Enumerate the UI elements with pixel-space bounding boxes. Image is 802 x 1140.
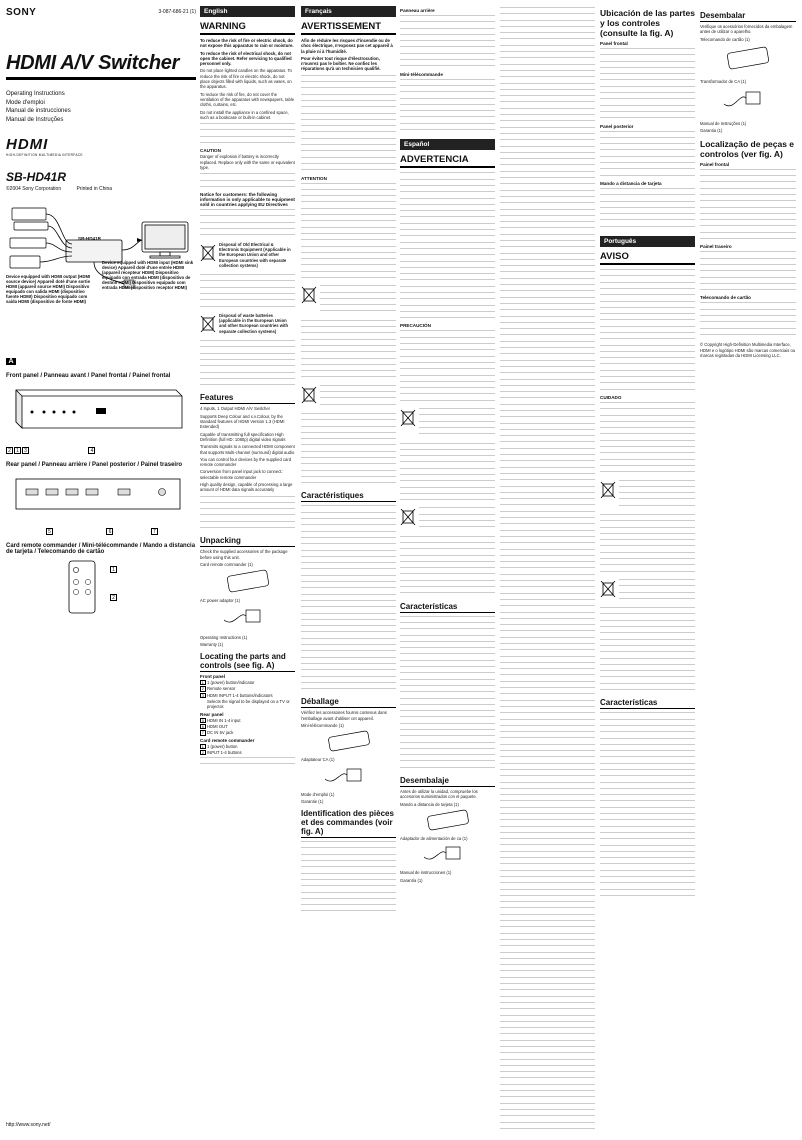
warning-text: Pour éviter tout risque d'électrocution, n'ouvrez pas le boîtier. Ne confiez les réparations qu'à un technicien qualifié. xyxy=(301,55,381,72)
section-heading: AVERTISSEMENT xyxy=(301,21,396,35)
manual-list xyxy=(6,90,196,124)
source-device-label: Device equipped with HDMI output (HDMI source device) Appareil doté d'une sortie HDMI (appareil source HDMI) Dispositivo equipado con salida HDMI (dispositivo fuente HDMI) Dispositivo equipado com saída HDMI (dispositivo de fonte HDMI) xyxy=(6,274,91,304)
accessory-item: Card remote commander (1) xyxy=(200,561,253,567)
desembalar-text: Verifique os acessórios fornecidos da embalagem antes de utilizar o aparelho. xyxy=(700,24,793,35)
copyright: ©2004 Sony Corporation xyxy=(6,186,62,192)
product-title: HDMI A/V Switcher xyxy=(6,52,180,74)
desembalar-heading: Desembalar xyxy=(700,11,796,22)
language-header: Español xyxy=(400,139,495,150)
features-heading: Features xyxy=(200,393,295,404)
crossed-bin-icon xyxy=(400,506,416,526)
feature-item: Transmits signals to a connected HDMI component that supports Multi-channel (surround) digital audio xyxy=(200,444,295,455)
callout: 6 xyxy=(106,528,113,535)
crossed-bin-icon xyxy=(301,284,317,304)
feature-item: 4 Inputs, 1 Output HDMI A/V Switcher xyxy=(200,406,271,412)
feature-item: Conversion from panel input jack to connect: selectable remote commander xyxy=(200,469,283,480)
rear-callouts xyxy=(6,520,196,538)
ac-adaptor-illustration xyxy=(220,606,280,630)
accessory-item: Warranty (1) xyxy=(200,641,224,647)
part-item: 6 HDMI OUT xyxy=(201,723,228,729)
ac-adaptor-illustration xyxy=(720,86,780,116)
part-item: 2 Remote sensor xyxy=(201,686,236,692)
accessory-item: Mini-télécommande (1) xyxy=(301,722,344,728)
unpacking-text: Check the supplied accessories of the package before using this unit. xyxy=(200,549,288,560)
feature-item: You can control four devices by the supplied card remote commander xyxy=(200,456,292,468)
accessory-item: Operating Instructions (1) xyxy=(200,634,248,640)
connection-diagram xyxy=(6,200,196,350)
cuidado-heading: CUIDADO xyxy=(600,394,622,400)
battery-notice xyxy=(200,313,295,336)
crossed-bin-icon xyxy=(600,479,616,499)
callout: 3 xyxy=(22,447,29,454)
battery-notice xyxy=(301,384,396,409)
feature-item: Supports Deep Colour and x.v.Colour, by the standard features of HDMI Version 1.3 (HDMI Extended) xyxy=(200,413,285,430)
caracteristicas-heading: Características xyxy=(400,602,495,613)
locating-heading: Locating the parts and controls (see fig. A) xyxy=(200,652,295,672)
weee-notice xyxy=(400,407,495,438)
accessory-item: Garantia (1) xyxy=(700,128,723,134)
battery-notice xyxy=(400,506,495,531)
card-remote-illustration xyxy=(720,44,780,74)
remote-figure xyxy=(6,558,196,618)
front-panel-illustration xyxy=(6,382,186,442)
weee-notice xyxy=(200,242,295,270)
subheading: Painel frontal xyxy=(700,161,730,167)
trademark-text: © Copyright High-Definition Multimedia Interface, HDMI e o logótipo HDMI são marcas comerciais ou marcas registadas da HDMI Licensing LLC. xyxy=(700,342,796,358)
identification-heading: Identification des pièces et des commandes (voir fig. A) xyxy=(301,809,396,838)
callout: 2 xyxy=(110,594,117,601)
english-column xyxy=(200,6,295,1132)
unpacking-heading: Unpacking xyxy=(200,536,295,547)
feature-item: Capable of transmitting full specification High Definition (full HD: 1080p) digital video signals xyxy=(200,431,286,442)
callout: 5 xyxy=(46,528,53,535)
manual-title: Manual de instrucciones xyxy=(6,108,71,114)
figure-section-label: A xyxy=(6,358,16,365)
crossed-bin-icon xyxy=(200,313,216,333)
section-heading: WARNING xyxy=(200,21,295,35)
part-item: 7 DC IN 5V jack xyxy=(201,730,234,736)
language-header: Português xyxy=(600,236,695,247)
remote-title: Card remote commander / Mini-télécommande / Mando a distancia de tarjeta / Telecomando de cartão xyxy=(6,543,196,555)
weee-notice xyxy=(301,284,396,315)
ac-adaptor-illustration xyxy=(321,765,381,787)
french-column xyxy=(301,6,396,1132)
portuguese-column xyxy=(600,6,695,1132)
feature-item: High quality design, capable of processing a large amount of HDMI data signals accurately xyxy=(200,482,293,493)
battery-text: Disposal of waste batteries (applicable in the European Union and other European countries with separate collection systems) xyxy=(219,312,289,334)
subheading: Panel posterior xyxy=(600,123,634,129)
part-item: 1 1 (power) button xyxy=(201,743,238,749)
section-heading: ADVERTENCIA xyxy=(400,154,495,168)
part-number: 3-087-686-21 (1) xyxy=(158,9,196,15)
weee-notice xyxy=(600,479,695,510)
weee-text: Disposal of Old Electrical & Electronic Equipment (Applicable in the European Union and other European countries with separate collection systems) xyxy=(219,241,291,268)
accessory-item: Manual de Instruções (1) xyxy=(700,121,747,127)
accessory-item: Adaptateur CA (1) xyxy=(301,757,335,763)
warning-text: Afin de réduire les risques d'incendie ou de choc électrique, n'exposez pas cet appareil à la pluie ni à l'humidité. xyxy=(301,38,393,54)
warning-text: To reduce the risk of electrical shock, do not open the cabinet. Refer servicing to qualified personnel only. xyxy=(200,50,292,67)
battery-notice xyxy=(600,578,695,603)
desembalaje-text: Antes de utilizar la unidad, compruebe los accesorios suministrados con el paquete. xyxy=(400,789,478,800)
subheading: Mini-télécommande xyxy=(400,71,443,77)
manual-title: Mode d'emploi xyxy=(6,99,45,106)
callout: 1 xyxy=(14,447,21,454)
accessory-item: Garantía (1) xyxy=(400,877,423,883)
cover-header xyxy=(6,6,196,18)
warning-text: To reduce the risk of fire or electric shock, do not expose this apparatus to rain or moisture. xyxy=(200,38,294,49)
remote-callouts xyxy=(110,558,118,604)
accessory-item: Garantie (1) xyxy=(301,798,324,804)
language-header: English xyxy=(200,6,295,17)
front-panel-title: Front panel / Panneau avant / Panel frontal / Painel frontal xyxy=(6,373,171,379)
section-heading: Localização de peças e controlos (ver fig. A) xyxy=(700,138,795,159)
card-remote-illustration xyxy=(220,569,280,593)
accessory-item: Mando a distancia de tarjeta (1) xyxy=(400,801,459,807)
sony-logo: SONY xyxy=(6,6,37,18)
subheading: Mando a distancia de tarjeta xyxy=(600,180,662,186)
cover-column xyxy=(6,6,196,1132)
attention-heading: ATTENTION xyxy=(301,175,327,181)
card-remote-illustration xyxy=(420,809,480,831)
section-heading: Ubicación de las partes y los controles (consulte la fig. A) xyxy=(600,8,695,38)
crossed-bin-icon xyxy=(600,578,616,598)
subheading: Card remote commander xyxy=(200,737,255,743)
card-remote-illustration xyxy=(321,730,381,752)
callout: 4 xyxy=(88,447,95,454)
hdmi-logo xyxy=(6,136,196,158)
printed-in: Printed in China xyxy=(76,186,113,192)
spanish-continued-column xyxy=(500,6,595,1132)
manual-title: Operating Instructions xyxy=(6,91,65,97)
body-text: To reduce the risk of fire, do not cover the ventilation of the apparatus with newspapers, table cloths, curtains, etc. xyxy=(200,91,295,108)
accessory-item: Mode d'emploi (1) xyxy=(301,791,335,797)
desembalaje-heading: Desembalaje xyxy=(400,776,495,787)
accessory-item: AC power adaptor (1) xyxy=(200,598,241,604)
caracteristiques-heading: Caractéristiques xyxy=(301,491,396,502)
hdmi-logo-text: HDMI xyxy=(6,136,49,153)
notice-heading: Notice for customers: the following information is only applicable to equipment sold in countries applying EU Directives xyxy=(200,192,295,208)
deballage-heading: Déballage xyxy=(301,697,396,708)
subheading: Rear panel xyxy=(200,711,224,717)
sony-url: http://www.sony.net/ xyxy=(6,1122,51,1128)
caution-text: Danger of explosion if battery is incorrectly replaced. Replace only with the same or equivalent type. xyxy=(200,154,295,170)
subheading: Painel traseiro xyxy=(700,244,732,250)
title-rule xyxy=(6,77,196,80)
callout: 2 xyxy=(6,447,13,454)
caution-heading: CAUTION xyxy=(200,148,221,154)
crossed-bin-icon xyxy=(400,407,416,427)
accessory-item: Adaptador de alimentación de ca (1) xyxy=(400,835,468,841)
hdmi-logo-sub: HIGH-DEFINITION MULTIMEDIA INTERFACE xyxy=(6,153,83,157)
manual-title: Manual de Instruções xyxy=(6,116,64,123)
accessory-item: Transformador de CA (1) xyxy=(700,78,747,84)
part-item: 5 HDMI IN 1-4 input xyxy=(201,717,241,723)
copyright-line xyxy=(6,186,196,192)
ac-adaptor-illustration xyxy=(420,843,480,865)
sink-device-label: Device equipped with HDMI input (HDMI sink device) Appareil doté d'une entrée HDMI (appareil récepteur HDMI) Dispositivo equipado con entrada HDMI (dispositivo de destino HDMI) Dispositivo equipado com entrada HDMI (dispositivo receptor HDMI) xyxy=(102,260,194,290)
section-heading: AVISO xyxy=(600,251,695,265)
subheading: Panel frontal xyxy=(600,41,628,46)
subheading: Telecomando de cartão xyxy=(700,295,751,301)
accessory-item: Manual de instrucciones (1) xyxy=(400,870,452,876)
portuguese-continued-column xyxy=(700,6,796,1132)
body-text: Do not place lighted candles on the apparatus. To reduce the risk of fire or electric shock, do not place objects filled with liquids, such as vases, on the apparatus. xyxy=(200,68,292,90)
callout: 7 xyxy=(151,528,158,535)
deballage-text: Vérifiez les accessoires fournis contenus dans l'emballage avant d'utiliser cet appareil. xyxy=(301,710,387,721)
callout: 1 xyxy=(110,566,117,573)
crossed-bin-icon xyxy=(301,384,317,404)
spanish-column xyxy=(400,6,495,1132)
part-item: 3 HDMI INPUT 1-4 buttons/indicators xyxy=(201,692,273,698)
crossed-bin-icon xyxy=(200,242,216,262)
part-item: 1 1 (power) button/indicator xyxy=(201,680,255,686)
device-label: SB-HD41R xyxy=(78,236,101,241)
card-remote-illustration xyxy=(66,558,100,618)
rear-panel-illustration xyxy=(6,471,186,519)
rear-panel-title: Rear panel / Panneau arrière / Panel posterior / Painel traseiro xyxy=(6,462,183,468)
body-text: Do not install the appliance in a confined space, such as a bookcase or built-in cabinet. xyxy=(200,109,289,120)
language-header: Français xyxy=(301,6,396,17)
subheading: Front panel xyxy=(200,674,226,680)
precaucion-heading: PRECAUCIÓN xyxy=(400,323,431,329)
part-item: 2 INPUT 1-4 buttons xyxy=(201,749,242,755)
model-number: SB-HD41R xyxy=(6,170,67,184)
caracteristicas-heading: Características xyxy=(600,698,695,709)
accessory-item: Telecomando de cartão (1) xyxy=(700,36,750,42)
subheading: Panneau arrière xyxy=(400,8,435,13)
part-description: Selects the signal to be displayed on a TV or projector. xyxy=(207,699,290,710)
